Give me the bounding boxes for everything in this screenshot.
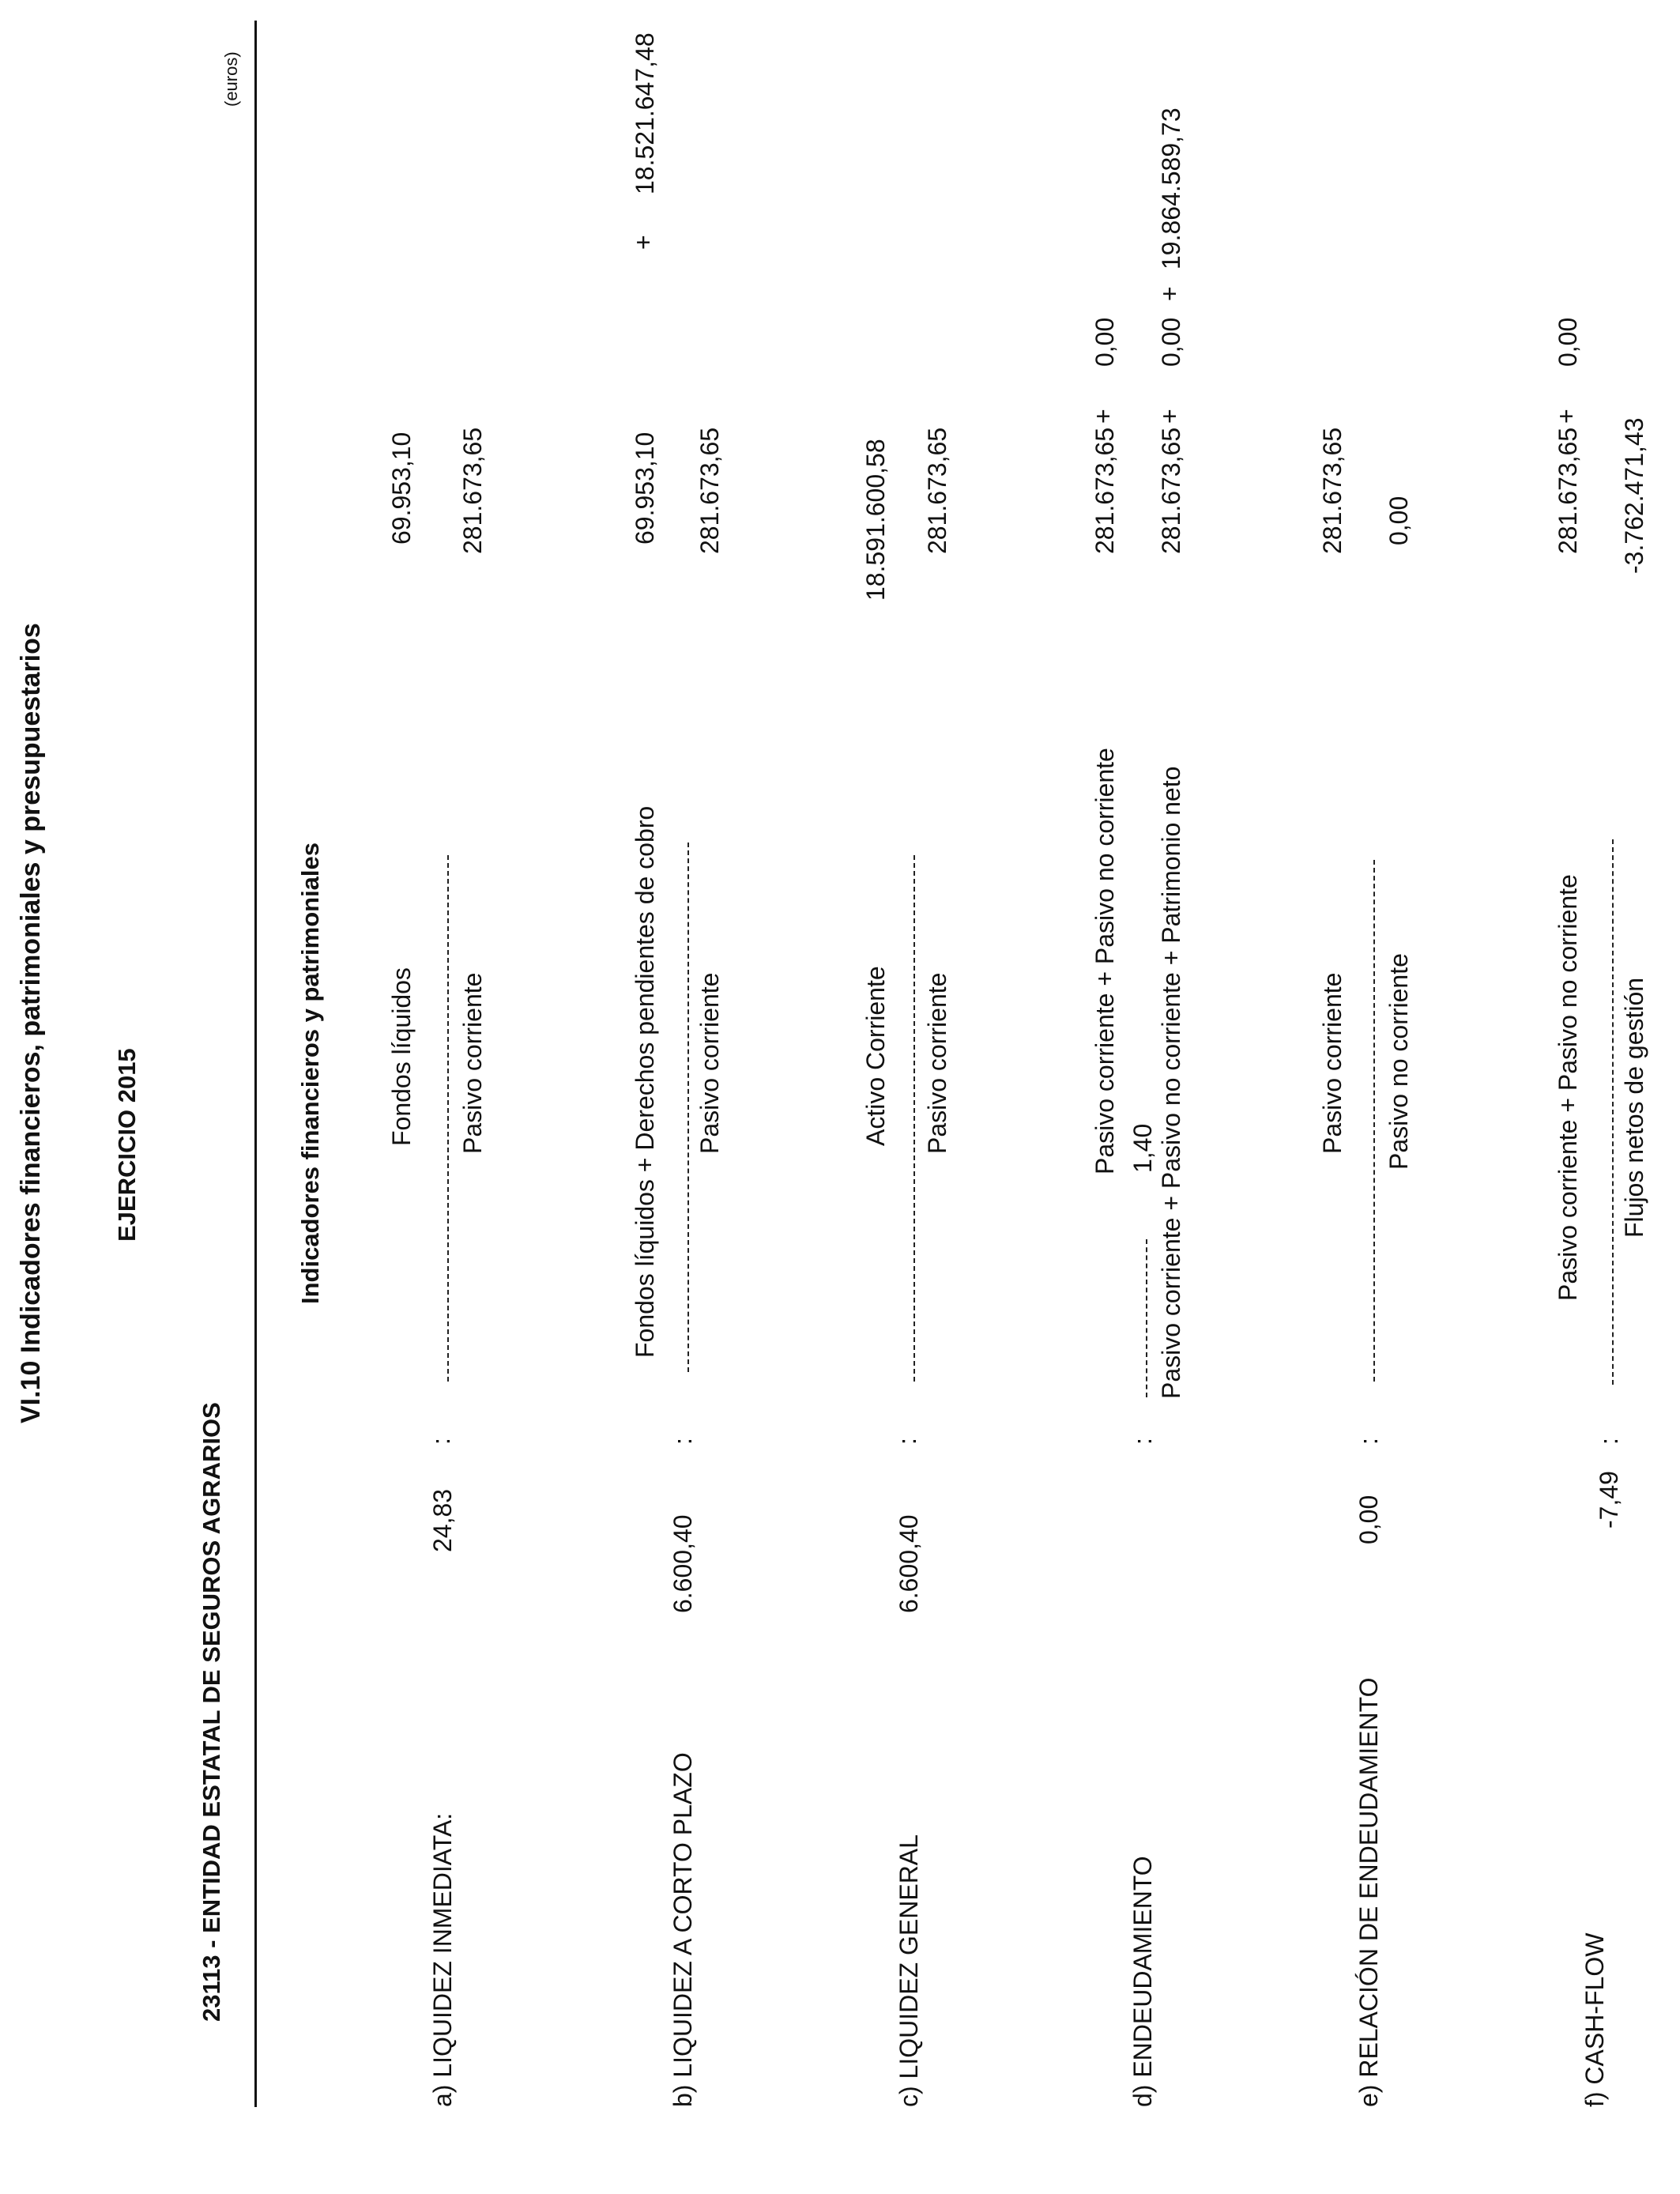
numerator-value: 18.521.647,48: [631, 32, 659, 194]
plus-sign: +: [1155, 286, 1184, 301]
fraction-line: [1612, 839, 1614, 1385]
numerator-label: Activo Corriente: [861, 966, 890, 1146]
indicator-label: e) RELACIÓN DE ENDEUDAMIENTO: [1354, 1677, 1383, 2107]
numerator-value: 281.673,65: [1318, 427, 1347, 554]
ejercicio-label: EJERCICIO 2015: [113, 1048, 141, 1242]
numerator-label: Pasivo corriente + Pasivo no corriente: [1554, 874, 1582, 1301]
indicator-value: 6.600,40: [669, 1514, 697, 1613]
numerator-value: 18.591.600,58: [861, 439, 890, 601]
fraction-line: [913, 855, 915, 1382]
numerator-value: 0,00: [1554, 317, 1582, 367]
numerator-value: 0,00: [1090, 317, 1119, 367]
units-label: (euros): [221, 51, 241, 107]
numerator-value: 69.953,10: [631, 432, 659, 545]
denominator-label: Pasivo corriente + Pasivo no corriente + Patrimonio neto: [1157, 766, 1185, 1399]
colon-separator: :: [1354, 1438, 1383, 1445]
plus-sign: +: [1155, 409, 1184, 424]
numerator-label: Pasivo corriente + Pasivo no corriente: [1090, 748, 1119, 1174]
denominator-label: Pasivo corriente: [458, 972, 487, 1154]
numerator-label: Pasivo corriente: [1318, 972, 1347, 1154]
denominator-value: 281.673,65: [1157, 427, 1185, 554]
colon-separator: :: [427, 1438, 455, 1445]
colon-separator: :: [669, 1438, 697, 1445]
plus-sign: +: [629, 235, 657, 250]
indicator-label: d) ENDEUDAMIENTO: [1128, 1856, 1157, 2107]
denominator-label: Pasivo corriente: [695, 972, 724, 1154]
denominator-label: Flujos netos de gestión: [1620, 977, 1648, 1238]
denominator-value: 281.673,65: [923, 427, 951, 554]
colon-separator: :: [1128, 1438, 1157, 1445]
indicator-label: a) LIQUIDEZ INMEDIATA:: [428, 1812, 457, 2107]
denominator-value: 281.673,65: [695, 427, 724, 554]
page-title: VI.10 Indicadores financieros, patrimoniales y presupuestarios: [16, 623, 46, 1423]
denominator-value: -3.762.471,43: [1620, 417, 1648, 574]
indicator-value: -7,49: [1595, 1471, 1623, 1529]
numerator-label: Fondos líquidos: [387, 967, 416, 1146]
colon-separator: :: [1595, 1438, 1623, 1445]
denominator-value: 0,00: [1157, 317, 1185, 367]
indicator-value: 1,40: [1128, 1123, 1157, 1173]
denominator-label: Pasivo no corriente: [1384, 953, 1413, 1170]
denominator-value: 281.673,65: [458, 427, 487, 554]
fraction-line: [1373, 860, 1375, 1382]
denominator-value: 19.864.589,73: [1157, 107, 1185, 270]
numerator-value: 281.673,65: [1090, 427, 1119, 554]
plus-sign: +: [1552, 409, 1580, 424]
fraction-line: [447, 855, 449, 1382]
indicator-value: 24,83: [428, 1488, 457, 1552]
indicator-label: c) LIQUIDEZ GENERAL: [895, 1834, 923, 2107]
header-rule: [254, 21, 257, 2107]
fraction-line: [1146, 1239, 1147, 1397]
indicator-value: 6.600,40: [895, 1514, 923, 1613]
numerator-label: Fondos líquidos + Derechos pendientes de cobro: [631, 805, 659, 1358]
section-title: Indicadores financieros y patrimoniales: [296, 842, 324, 1304]
denominator-label: Pasivo corriente: [923, 972, 951, 1154]
denominator-value: 0,00: [1384, 496, 1413, 545]
indicator-value: 0,00: [1354, 1495, 1383, 1544]
indicator-label: b) LIQUIDEZ A CORTO PLAZO: [669, 1752, 697, 2107]
numerator-value: 69.953,10: [387, 432, 416, 545]
indicator-label: f) CASH-FLOW: [1580, 1932, 1609, 2107]
fraction-line: [687, 843, 689, 1372]
entity-name: 23113 - ENTIDAD ESTATAL DE SEGUROS AGRARIOS: [198, 1402, 225, 2022]
plus-sign: +: [1089, 409, 1117, 424]
numerator-value: 281.673,65: [1554, 427, 1582, 554]
colon-separator: :: [893, 1438, 921, 1445]
